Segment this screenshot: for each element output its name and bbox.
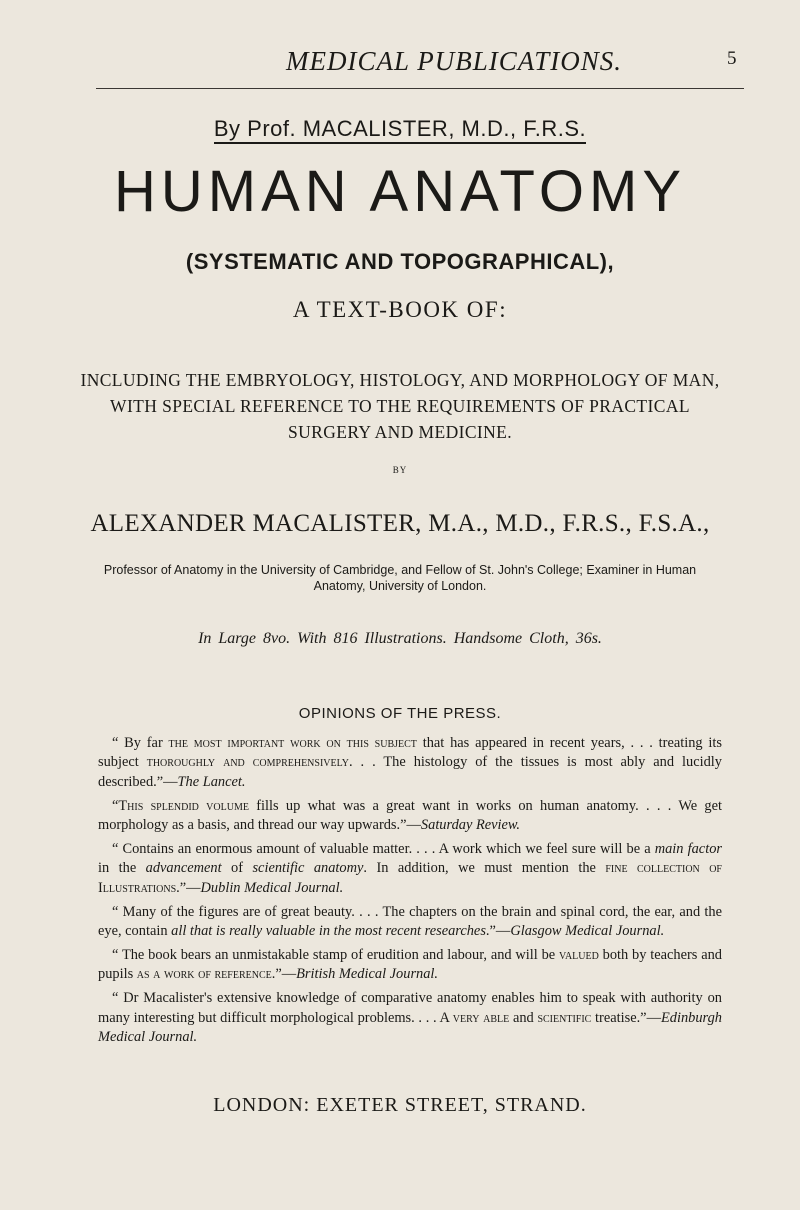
running-head	[0, 44, 800, 84]
opinion-glasgow	[98, 903, 722, 942]
opinion-emphasis: scientific anatomy	[252, 860, 364, 877]
opinion-text: in the	[98, 860, 146, 877]
textbook-line: A TEXT-BOOK OF:	[292, 297, 508, 322]
press-heading: OPINIONS OF THE PRESS.	[298, 705, 502, 722]
opinion-text: “ Dr Macalister's extensive knowledge of comparative anatomy enables him to speak with authority on many interesting but difficult morphological problems. . . . A	[98, 990, 722, 1026]
opinion-emphasis: thoroughly and comprehensively	[146, 754, 349, 771]
opinion-emphasis: all that is really valuable in the most recent researches	[171, 923, 486, 940]
opinion-lancet	[98, 734, 722, 792]
opinion-text: “	[112, 797, 119, 814]
opinion-text: both by teachers and pupils	[98, 947, 722, 983]
running-title: MEDICAL PUBLICATIONS.	[286, 46, 623, 76]
opinion-source: Saturday Review.	[420, 817, 521, 834]
book-title: HUMAN ANATOMY	[113, 159, 687, 224]
opinion-source: British Medical Journal.	[296, 966, 439, 983]
author-credentials: Professor of Anatomy in the University of Cambridge, and Fellow of St. John's College; Examiner in Human Anatomy, University of London.	[103, 563, 697, 593]
opinion-text: and	[509, 1009, 538, 1026]
opinion-emphasis: very able	[452, 1009, 510, 1026]
opinion-dublin	[98, 840, 722, 898]
byline-text: By Prof. MACALISTER, M.D., F.R.S.	[214, 116, 586, 144]
opinion-text: “ The book bears an unmistakable stamp of erudition and labour, and will be	[112, 947, 560, 964]
opinion-text: of	[221, 860, 253, 877]
by-label: BY	[392, 465, 408, 475]
opinion-emphasis: the most important work on this subject	[168, 735, 417, 751]
opinion-british-medical	[98, 946, 722, 985]
opinion-text: “ Many of the figures are of great beauty. . . . The chapters on the brain and spinal cord, the ear, and the eye, contain	[98, 903, 722, 940]
byline	[0, 116, 800, 142]
author-name: ALEXANDER MACALISTER, M.A., M.D., F.R.S., F.S.A.,	[90, 510, 710, 537]
opinion-source: Glasgow Medical Journal.	[510, 923, 665, 940]
opinion-saturday-review	[98, 797, 722, 836]
page-number: 5	[727, 48, 737, 69]
opinion-emphasis: main factor	[654, 841, 722, 858]
opinion-text: .”—	[271, 966, 297, 983]
opinion-emphasis: advancement	[145, 860, 222, 877]
opinion-emphasis: fine collection of Illustrations	[98, 860, 722, 896]
opinion-text: treatise.”—	[591, 1009, 661, 1026]
opinion-source: The Lancet.	[177, 773, 246, 790]
opinion-text: .”—	[176, 879, 201, 896]
opinion-emphasis: This splendid volume	[118, 797, 249, 814]
opinion-emphasis: as a work of reference	[136, 966, 272, 983]
opinion-emphasis: scientific	[537, 1009, 592, 1026]
opinion-text: “ Contains an enormous amount of valuable matter. . . . A work which we feel sure will be a	[112, 841, 655, 858]
opinion-emphasis: valued	[559, 947, 599, 964]
opinion-text: .”—	[485, 923, 511, 940]
press-opinions	[98, 734, 722, 1052]
opinion-text: . In addition, we must mention the	[363, 860, 606, 877]
opinion-text: that has appeared in recent years, . . . treating its subject	[98, 735, 722, 771]
header-rule	[96, 88, 744, 89]
opinion-source: Edinburgh Medical Journal.	[98, 1009, 722, 1046]
edition-details: In Large 8vo. With 816 Illustrations. Handsome Cloth, 36s.	[198, 630, 602, 647]
opinion-text: fills up what was a great want in works on human anatomy. . . . We get morphology as a basis, and thread our way upwards.”—	[98, 797, 722, 834]
opinion-text: “ By far	[112, 735, 169, 751]
opinion-text: . . . The histology of the tissues is most ably and lucidly described.”—	[98, 754, 722, 790]
opinion-edinburgh	[98, 989, 722, 1047]
book-scope: INCLUDING THE EMBRYOLOGY, HISTOLOGY, AND MORPHOLOGY OF MAN, WITH SPECIAL REFERENCE TO THE REQUIREMENTS OF PRACTICAL SURGERY AND MEDICINE.	[80, 370, 720, 442]
opinion-source: Dublin Medical Journal.	[200, 879, 344, 896]
publisher-imprint: LONDON: EXETER STREET, STRAND.	[213, 1094, 587, 1116]
book-subtitle: (SYSTEMATIC AND TOPOGRAPHICAL),	[185, 249, 615, 274]
